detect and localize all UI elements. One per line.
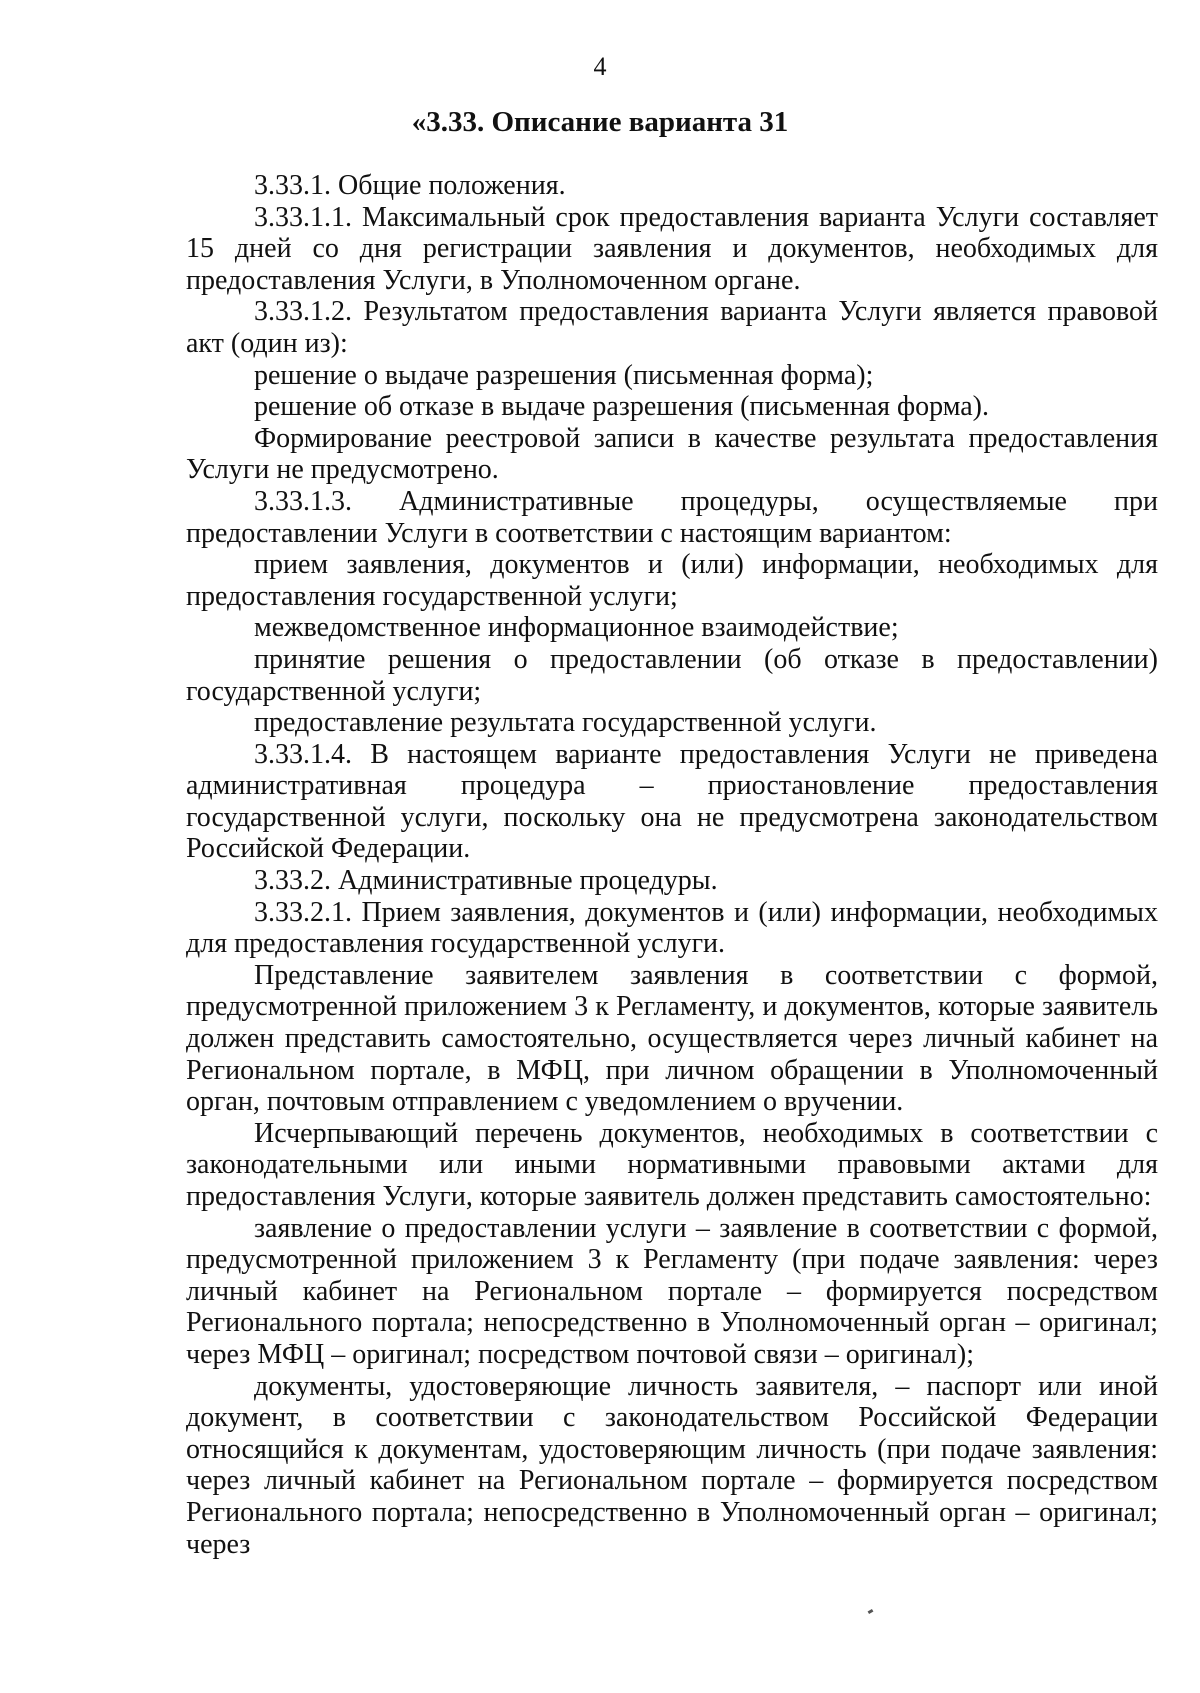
paragraph: 3.33.1.1. Максимальный срок предоставления варианта Услуги составляет 15 дней со дня регистрации заявления и документов, необходимых для предоставления Услуги, в Уполномоченном органе. bbox=[186, 201, 1158, 296]
paragraph: 3.33.1.2. Результатом предоставления варианта Услуги является правовой акт (один из): bbox=[186, 296, 1158, 359]
document-body bbox=[186, 170, 1158, 1560]
paragraph: межведомственное информационное взаимодействие; bbox=[254, 612, 899, 644]
paragraph: документы, удостоверяющие личность заявителя, – паспорт или иной документ, в соответствии с законодательством Российской Федерации относящийся к документам, удостоверяющим личность (при подаче заявления: через личный кабинет на Региональном портале – формируется посредством Регионального портала; непосредственно в Уполномоченный орган – оригинал; через bbox=[186, 1370, 1158, 1560]
paragraph: 3.33.1.3. Административные процедуры, осуществляемые при предоставлении Услуги в соответствии с настоящим вариантом: bbox=[186, 485, 1158, 549]
paragraph: 3.33.1. Общие положения. bbox=[254, 170, 566, 201]
paragraph: решение об отказе в выдаче разрешения (письменная форма). bbox=[254, 391, 989, 423]
paragraph: 3.33.2.1. Прием заявления, документов и (или) информации, необходимых для предоставления государственной услуги. bbox=[186, 896, 1158, 960]
page-number: 4 bbox=[593, 52, 607, 81]
paragraph: Представление заявителем заявления в соответствии с формой, предусмотренной приложением 3 к Регламенту, и документов, которые заявитель должен представить самостоятельно, осуществляется через личный кабинет на Региональном портале, в МФЦ, при личном обращении в Уполномоченный орган, почтовым отправлением с уведомлением о вручении. bbox=[186, 959, 1158, 1118]
paragraph: 3.33.1.4. В настоящем варианте предоставления Услуги не приведена административная процедура – приостановление предоставления государственной услуги, поскольку она не предусмотрена законодательством Российской Федерации. bbox=[186, 738, 1158, 865]
paragraph: принятие решения о предоставлении (об отказе в предоставлении) государственной услуги; bbox=[186, 643, 1158, 707]
paragraph: прием заявления, документов и (или) информации, необходимых для предоставления государственной услуги; bbox=[186, 549, 1158, 612]
paragraph: решение о выдаче разрешения (письменная форма); bbox=[254, 359, 874, 391]
scan-speck bbox=[868, 1609, 874, 1614]
paragraph: Формирование реестровой записи в качестве результата предоставления Услуги не предусмотрено. bbox=[186, 422, 1158, 486]
section-title: «3.33. Описание варианта 31 bbox=[411, 106, 789, 138]
paragraph: Исчерпывающий перечень документов, необходимых в соответствии с законодательными или иными нормативными правовыми актами для предоставления Услуги, которые заявитель должен представить самостоятельно: bbox=[186, 1117, 1158, 1212]
paragraph: предоставление результата государственной услуги. bbox=[254, 707, 877, 739]
paragraph: 3.33.2. Административные процедуры. bbox=[254, 865, 718, 897]
paragraph: заявление о предоставлении услуги – заявление в соответствии с формой, предусмотренной приложением 3 к Регламенту (при подаче заявления: через личный кабинет на Региональном портале – формируется посредством Регионального портала; непосредственно в Уполномоченный орган – оригинал; через МФЦ – оригинал; посредством почтовой связи – оригинал); bbox=[186, 1212, 1158, 1370]
